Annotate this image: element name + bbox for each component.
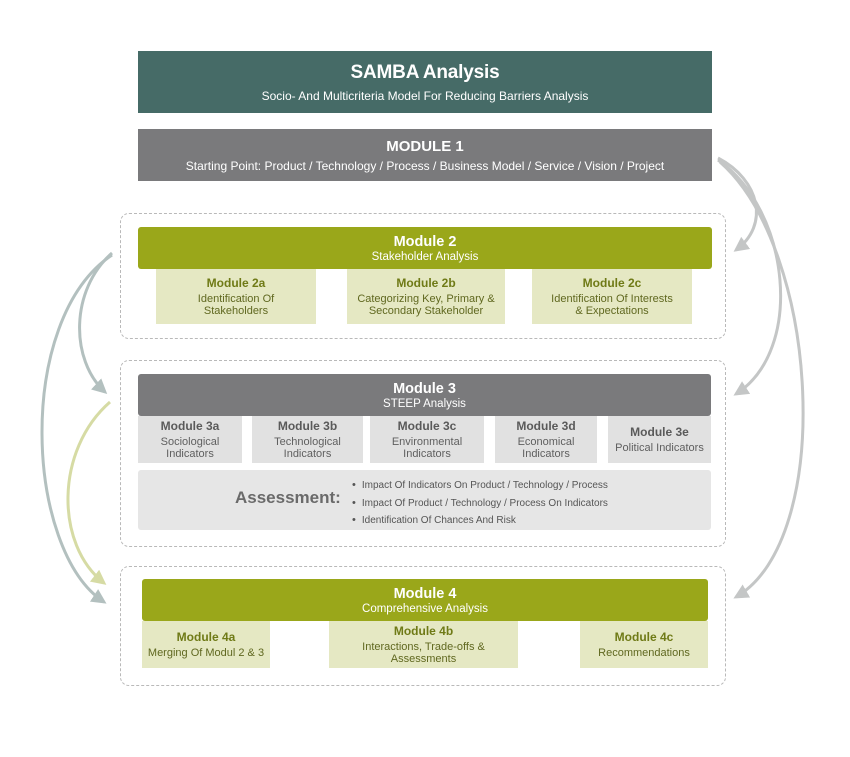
module-3-bar: [138, 374, 711, 416]
module-2a-line2: Stakeholders: [203, 305, 269, 317]
diagram-title: SAMBA Analysis: [350, 61, 500, 83]
module-4-bar: [142, 579, 708, 621]
arrow-m2-to-m3: [80, 253, 112, 392]
arrow-m3-to-m4: [68, 402, 110, 583]
module-4c-heading: Module 4c: [614, 630, 674, 644]
assessment-item: • Identification Of Chances And Risk: [352, 512, 608, 530]
module-2a-box: [156, 269, 316, 324]
module-2c-line1: Identification Of Interests: [551, 293, 673, 305]
module-3e-box: [608, 416, 711, 463]
module-2c-box: [532, 269, 692, 324]
module-4c-box: [580, 621, 708, 668]
arrow-m1-to-m4: [720, 162, 803, 597]
module-3a-box: [138, 416, 242, 463]
module-2c-line2: & Expectations: [575, 305, 649, 317]
module-4b-line1: Interactions, Trade-offs & Assessments: [362, 641, 485, 665]
module-3d-heading: Module 3d: [516, 419, 576, 433]
module-4a-box: [142, 621, 270, 668]
assessment-item: • Impact Of Product / Technology / Process On Indicators: [352, 495, 608, 513]
module-4a-heading: Module 4a: [176, 630, 236, 644]
module-4-heading: Module 4: [393, 585, 457, 602]
samba-title-box: [138, 51, 712, 113]
module-2-heading: Module 2: [393, 233, 457, 250]
assessment-item: • Impact Of Indicators On Product / Technology / Process: [352, 477, 608, 495]
module-2a-line1: Identification Of: [197, 293, 275, 305]
module-1-box: [138, 129, 712, 181]
diagram-subtitle: Socio- And Multicriteria Model For Reducing Barriers Analysis: [261, 88, 589, 103]
module-3a-line1: Sociological Indicators: [160, 436, 220, 460]
module-4b-heading: Module 4b: [393, 624, 454, 638]
module-3c-box: [370, 416, 484, 463]
module-2b-heading: Module 2b: [396, 276, 456, 290]
module-2-bar: [138, 227, 712, 269]
module-3-heading: Module 3: [393, 380, 456, 397]
assessment-label: Assessment:: [235, 488, 341, 507]
module-1-subtitle: Starting Point: Product / Technology / Process / Business Model / Service / Vision / Project: [185, 158, 665, 173]
module-1-heading: MODULE 1: [386, 137, 464, 155]
module-2b-box: [347, 269, 505, 324]
module-4b-box: [329, 621, 518, 668]
module-3b-line1: Technological Indicators: [274, 436, 341, 460]
module-2-subtitle: Stakeholder Analysis: [371, 250, 479, 263]
module-3c-line1: Environmental Indicators: [391, 436, 463, 460]
module-3b-heading: Module 3b: [277, 419, 338, 433]
module-2a-heading: Module 2a: [206, 276, 266, 290]
module-3-subtitle: STEEP Analysis: [383, 397, 466, 410]
module-3e-heading: Module 3e: [630, 425, 689, 439]
assessment-list: [352, 477, 608, 530]
module-4-subtitle: Comprehensive Analysis: [362, 602, 488, 615]
module-3e-line1: Political Indicators: [615, 442, 704, 454]
module-2c-heading: Module 2c: [582, 276, 642, 290]
module-3d-line1: Economical Indicators: [517, 436, 575, 460]
module-2b-line2: Secondary Stakeholder: [368, 305, 484, 317]
module-3b-box: [252, 416, 363, 463]
module-4c-line1: Recommendations: [598, 647, 690, 659]
module-3a-heading: Module 3a: [160, 419, 220, 433]
module-2b-line1: Categorizing Key, Primary &: [357, 293, 495, 305]
module-3c-heading: Module 3c: [397, 419, 457, 433]
module-3d-box: [495, 416, 597, 463]
module-4a-line1: Merging Of Modul 2 & 3: [147, 647, 265, 659]
